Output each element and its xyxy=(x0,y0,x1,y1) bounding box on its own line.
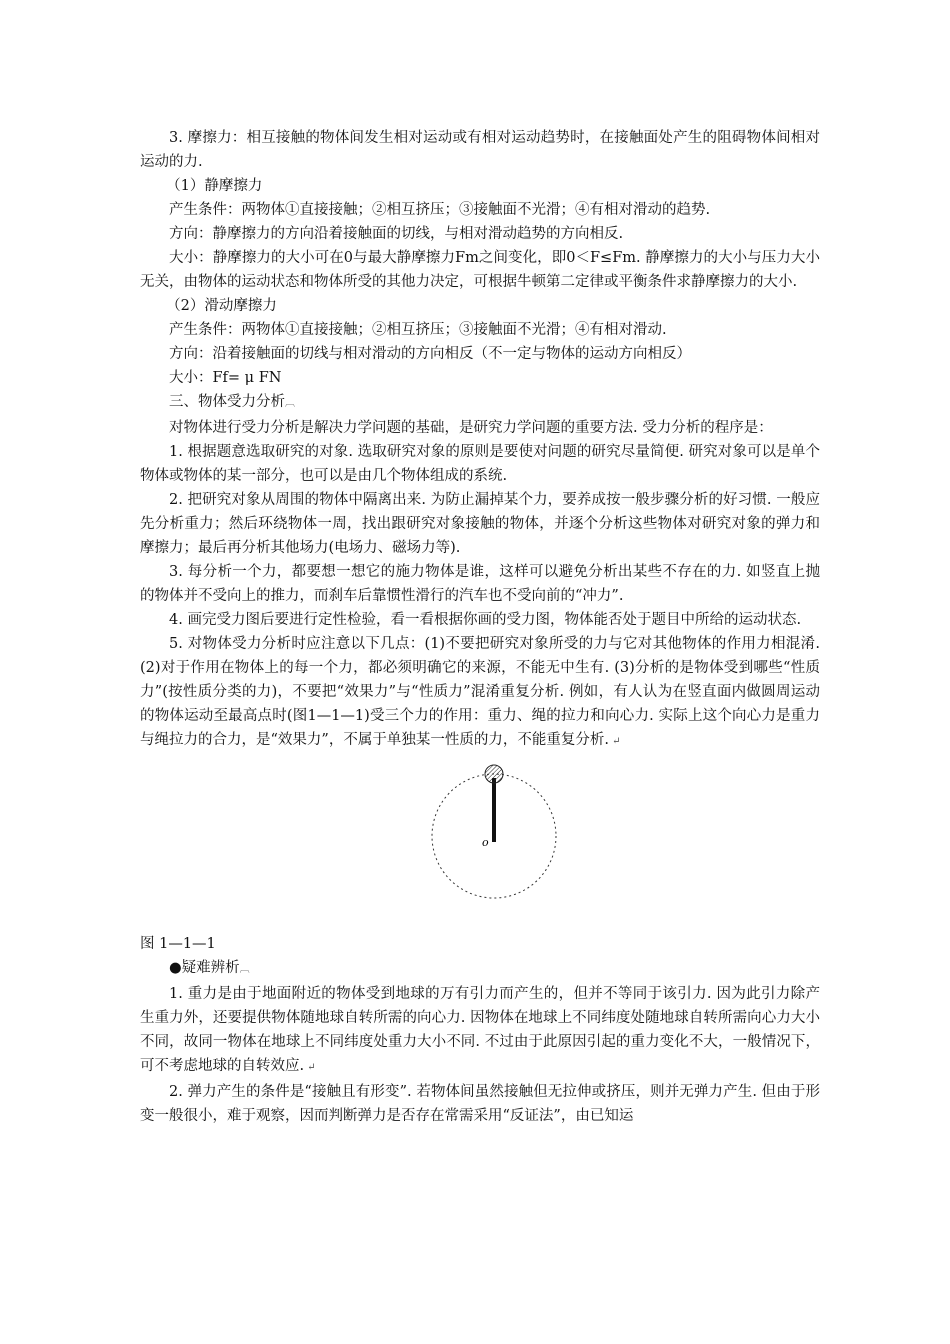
analysis-step-3: 3. 每分析一个力，都要想一想它的施力物体是谁，这样可以避免分析出某些不存在的力. 如竖直上抛的物体并不受向上的推力，而刹车后靠惯性滑行的汽车也不受向前的“冲力”. xyxy=(140,564,820,604)
sliding-friction-condition: 产生条件：两物体①直接接触；②相互挤压；③接触面不光滑；④有相对滑动. xyxy=(169,322,667,338)
paragraph-mark-icon: ↵ xyxy=(608,736,621,747)
center-label: o xyxy=(482,836,489,849)
analysis-step-5 xyxy=(140,632,820,754)
static-friction-title: （1）静摩擦力 xyxy=(166,178,263,194)
ball xyxy=(485,765,503,783)
paragraph-mark-icon: ︹ xyxy=(285,398,295,409)
static-friction-magnitude: 大小：静摩擦力的大小可在0与最大静摩擦力Fm之间变化，即0＜F≤Fm. 静摩擦力的大小与压力大小无关，由物体的运动状态和物体所受的其他力决定，可根据牛顿第二定律或平衡条件求静摩擦力的大小. xyxy=(140,250,820,290)
static-friction-direction: 方向：静摩擦力的方向沿着接触面的切线，与相对滑动趋势的方向相反. xyxy=(169,226,624,242)
paragraph-mark-icon: ↵ xyxy=(304,1062,316,1073)
sliding-friction-direction: 方向：沿着接触面的切线与相对滑动的方向相反（不一定与物体的运动方向相反） xyxy=(169,346,691,362)
analysis-step-4: 4. 画完受力图后要进行定性检验，看一看根据你画的受力图，物体能否处于题目中所给的运动状态. xyxy=(169,612,802,628)
analysis-heading-text: 三、物体受力分析 xyxy=(169,394,285,410)
doubts-item-1-text: 1. 重力是由于地面附近的物体受到地球的万有引力而产生的，但并不等同于该引力. 因为此引力除产生重力外，还要提供物体随地球自转所需的向心力. 因物体在地球上不同纬度处随地球自转所需向心力大小不同，故同一物体在地球上不同纬度处重力大小不同. 不过由于此原因引起的重力变化不大，一般情况下，可不考虑地球的自转效应. xyxy=(140,986,820,1074)
paragraph-mark-icon: ︹ xyxy=(239,964,250,975)
document-page xyxy=(140,126,820,1128)
doubts-item-1 xyxy=(140,982,820,1080)
static-friction-condition: 产生条件：两物体①直接接触；②相互挤压；③接触面不光滑；④有相对滑动的趋势. xyxy=(169,202,711,218)
analysis-intro: 对物体进行受力分析是解决力学问题的基础，是研究力学问题的重要方法. 受力分析的程序是： xyxy=(169,420,773,436)
friction-heading: 3. 摩擦力：相互接触的物体间发生相对运动或有相对运动趋势时，在接触面处产生的阻碍物体间相对运动的力. xyxy=(140,130,820,170)
figure-caption: 图 1—1—1 xyxy=(140,936,216,952)
doubts-item-2: 2. 弹力产生的条件是“接触且有形变”. 若物体间虽然接触但无拉伸或挤压，则并无弹力产生. 但由于形变一般很小，难于观察，因而判断弹力是否存在常需采用“反证法”，由已知运 xyxy=(140,1084,820,1124)
sliding-friction-title: （2）滑动摩擦力 xyxy=(166,298,277,314)
analysis-heading xyxy=(140,390,820,416)
figure-circular-motion xyxy=(140,760,820,932)
circular-motion-diagram xyxy=(430,760,570,920)
analysis-step-5-text: 5. 对物体受力分析时应注意以下几点：(1)不要把研究对象所受的力与它对其他物体的作用力相混淆. (2)对于作用在物体上的每一个力，都必须明确它的来源，不能无中生有. (3)分析的是物体受到哪些“性质力”(按性质分类的力)，不要把“效果力”与“性质力”混淆重复分析. 例如，有人认为在竖直面内做圆周运动的物体运动至最高点时(图1—1—1)受三个力的作用：重力、绳的拉力和向心力. 实际上这个向心力是重力与绳拉力的合力，是“效果力”，不属于单独某一性质的力，不能重复分析. xyxy=(140,636,820,748)
doubts-heading xyxy=(140,956,820,982)
analysis-step-2: 2. 把研究对象从周围的物体中隔离出来. 为防止漏掉某个力，要养成按一般步骤分析的好习惯. 一般应先分析重力；然后环绕物体一周，找出跟研究对象接触的物体，并逐个分析这些物体对研究对象的弹力和摩擦力；最后再分析其他场力(电场力、磁场力等). xyxy=(140,492,820,556)
analysis-step-1: 1. 根据题意选取研究的对象. 选取研究对象的原则是要使对问题的研究尽量简便. 研究对象可以是单个物体或物体的某一部分，也可以是由几个物体组成的系统. xyxy=(140,444,820,484)
doubts-heading-text: ●疑难辨析 xyxy=(169,960,240,976)
sliding-friction-magnitude: 大小：Ff= μ FN xyxy=(169,370,282,386)
